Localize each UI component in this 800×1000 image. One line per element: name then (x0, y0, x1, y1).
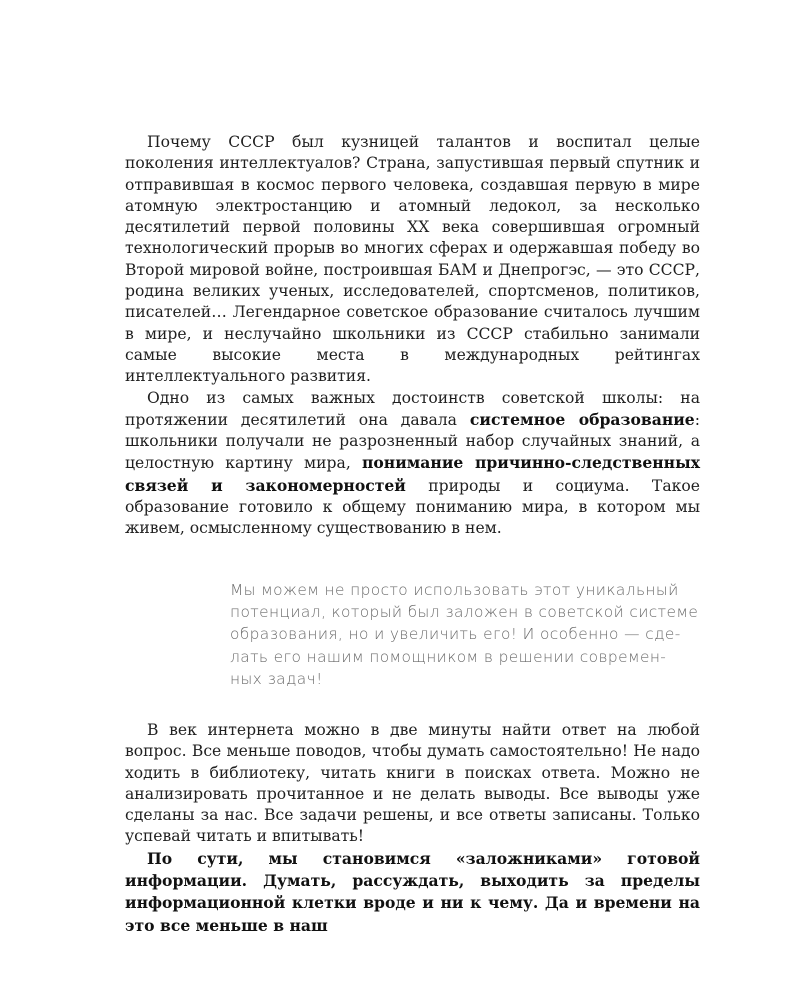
body-text-bottom (125, 720, 700, 937)
paragraph-hostages-of-information (125, 848, 700, 937)
paragraph-ussr-talents: Почему СССР был кузницей талантов и воспитал целые поколения интеллектуалов? Страна, запустившая первый спутник и отправившая в космос первого человека, создавшая первую в мире атомную электростанцию и атомный ледокол, за несколько десятилетий первой половины XX века совершившая огромный технологический прорыв во многих сферах и одержавшая победу во Второй мировой войне, построившая БАМ и Днепрогэс, — это СССР, родина великих ученых, исследователей, спортсменов, политиков, писателей… Легендарное советское образование считалось лучшим в мире, и неслучайно школьники из СССР стабильно занимали самые высокие места в международных рейтингах интеллектуального развития. (125, 133, 700, 386)
paragraph-internet-age: В век интернета можно в две минуты найти ответ на любой вопрос. Все меньше поводов, чтобы думать самостоятельно! Не надо ходить в библиотеку, читать книги в поисках ответа. Можно не анализировать прочитанное и не делать выводы. Все выводы уже сделаны за нас. Все задачи решены, и все ответы записаны. Только успевай читать и впитывать! (125, 721, 700, 846)
pull-quote-line: потенциал, который был заложен в советской системе (230, 603, 699, 622)
pull-quote (230, 579, 702, 690)
pull-quote-line: лать его нашим помощником в решении современ- (230, 647, 667, 666)
paragraph2-text-2: : школьники получали не разрозненный набор случайных знаний, а целостную картину мира, (125, 410, 700, 473)
pull-quote-line: Мы можем не просто использовать этот уникальный (230, 581, 679, 599)
paragraph2-text-3: природы и социума. Такое образование готовило к общему пониманию мира, в котором мы живем, осмысленному существованию в нем. (125, 476, 700, 538)
pull-quote-line: ных задач! (230, 669, 323, 688)
pull-quote-line: образования, но и увеличить его! И особенно — сде- (230, 625, 681, 644)
paragraph-system-education (125, 388, 700, 540)
bold-system-education: системное образование (469, 409, 695, 429)
bold-cause-effect: понимание причинно-следственных связей и закономерностей (125, 453, 700, 495)
bold-hostages-text: По сути, мы становимся «заложниками» готовой информации. Думать, рассуждать, выходить за пределы информационной клетки вроде и ни к чему. Да и времени на это все меньше в наш (125, 848, 700, 935)
paragraph2-text-1: Одно из самых важных достоинств советской школы: на протяжении десятилетий она давала (125, 388, 700, 429)
body-text-top (125, 132, 700, 540)
